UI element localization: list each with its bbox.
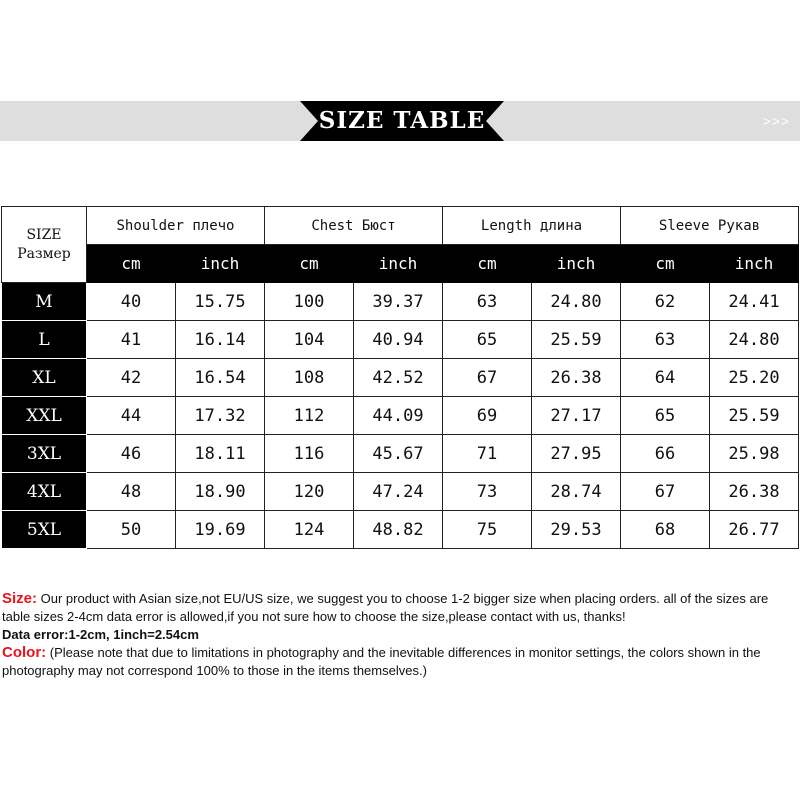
- table-cell: 62: [621, 283, 710, 321]
- table-group-header-row: [2, 207, 799, 245]
- table-cell: 27.95: [532, 435, 621, 473]
- table-cell: 48.82: [354, 511, 443, 549]
- table-row: [2, 511, 799, 549]
- table-cell: 65: [443, 321, 532, 359]
- unit-header: inch: [532, 245, 621, 283]
- table-cell: 25.59: [710, 397, 799, 435]
- table-cell: 26.77: [710, 511, 799, 549]
- table-cell: 16.54: [176, 359, 265, 397]
- group-header-shoulder: Shoulder плечо: [87, 207, 265, 245]
- table-cell: 24.80: [532, 283, 621, 321]
- size-note-text: Our product with Asian size,not EU/US size, we suggest you to choose 1-2 bigger size when placing orders. all of the sizes are table sizes 2-4cm data error is allowed,if you not sure how to choose the size,please contact with us, thanks!: [2, 591, 769, 624]
- corner-label-en: SIZE: [26, 226, 62, 243]
- table-cell: 46: [87, 435, 176, 473]
- table-cell: 112: [265, 397, 354, 435]
- table-cell: 42.52: [354, 359, 443, 397]
- table-unit-header-row: [2, 245, 799, 283]
- table-cell: 65: [621, 397, 710, 435]
- size-label-cell: L: [2, 321, 87, 359]
- color-note: [2, 644, 792, 680]
- size-note: [2, 590, 792, 626]
- size-label-cell: M: [2, 283, 87, 321]
- table-cell: 68: [621, 511, 710, 549]
- table-cell: 63: [443, 283, 532, 321]
- table-cell: 41: [87, 321, 176, 359]
- table-cell: 40: [87, 283, 176, 321]
- table-cell: 44.09: [354, 397, 443, 435]
- table-cell: 64: [621, 359, 710, 397]
- data-error-note: Data error:1-2cm, 1inch=2.54cm: [2, 627, 199, 642]
- table-cell: 16.14: [176, 321, 265, 359]
- table-cell: 18.90: [176, 473, 265, 511]
- table-cell: 39.37: [354, 283, 443, 321]
- banner-arrows: >>>: [762, 113, 790, 129]
- table-cell: 75: [443, 511, 532, 549]
- table-row: [2, 435, 799, 473]
- table-cell: 19.69: [176, 511, 265, 549]
- banner-title: SIZE TABLE: [318, 107, 486, 134]
- table-cell: 47.24: [354, 473, 443, 511]
- size-note-label: Size:: [2, 590, 38, 607]
- unit-header: cm: [621, 245, 710, 283]
- table-cell: 42: [87, 359, 176, 397]
- unit-header: cm: [443, 245, 532, 283]
- group-header-sleeve: Sleeve Рукав: [621, 207, 799, 245]
- table-cell: 116: [265, 435, 354, 473]
- group-header-chest: Chest Бюст: [265, 207, 443, 245]
- table-cell: 104: [265, 321, 354, 359]
- color-note-text: (Please note that due to limitations in photography and the inevitable differences in monitor settings, the colors shown in the photography may not correspond 100% to those in the items themselves.): [2, 645, 761, 678]
- table-cell: 27.17: [532, 397, 621, 435]
- size-label-cell: 3XL: [2, 435, 87, 473]
- corner-label-ru: Размер: [17, 245, 71, 262]
- table-cell: 45.67: [354, 435, 443, 473]
- table-row: [2, 359, 799, 397]
- table-cell: 24.41: [710, 283, 799, 321]
- table-cell: 66: [621, 435, 710, 473]
- table-row: [2, 397, 799, 435]
- table-cell: 50: [87, 511, 176, 549]
- table-cell: 15.75: [176, 283, 265, 321]
- unit-header: inch: [710, 245, 799, 283]
- table-cell: 67: [443, 359, 532, 397]
- table-cell: 48: [87, 473, 176, 511]
- table-cell: 120: [265, 473, 354, 511]
- table-cell: 26.38: [710, 473, 799, 511]
- table-cell: 124: [265, 511, 354, 549]
- table-cell: 69: [443, 397, 532, 435]
- size-label-cell: 4XL: [2, 473, 87, 511]
- size-corner-cell: [2, 207, 87, 283]
- table-row: [2, 321, 799, 359]
- unit-header: cm: [265, 245, 354, 283]
- table-cell: 73: [443, 473, 532, 511]
- table-cell: 25.98: [710, 435, 799, 473]
- table-cell: 26.38: [532, 359, 621, 397]
- size-label-cell: XL: [2, 359, 87, 397]
- unit-header: inch: [354, 245, 443, 283]
- table-cell: 71: [443, 435, 532, 473]
- table-cell: 40.94: [354, 321, 443, 359]
- size-label-cell: 5XL: [2, 511, 87, 549]
- table-cell: 17.32: [176, 397, 265, 435]
- banner-plate: [300, 101, 504, 141]
- table-cell: 29.53: [532, 511, 621, 549]
- notes-section: [2, 590, 792, 680]
- table-cell: 63: [621, 321, 710, 359]
- size-label-cell: XXL: [2, 397, 87, 435]
- table-cell: 100: [265, 283, 354, 321]
- table-cell: 28.74: [532, 473, 621, 511]
- table-cell: 44: [87, 397, 176, 435]
- group-header-length: Length длина: [443, 207, 621, 245]
- unit-header: cm: [87, 245, 176, 283]
- table-row: [2, 473, 799, 511]
- unit-header: inch: [176, 245, 265, 283]
- table-cell: 108: [265, 359, 354, 397]
- table-cell: 25.59: [532, 321, 621, 359]
- color-note-label: Color:: [2, 644, 47, 661]
- size-table: [1, 206, 799, 549]
- table-cell: 25.20: [710, 359, 799, 397]
- table-cell: 67: [621, 473, 710, 511]
- table-row: [2, 283, 799, 321]
- table-cell: 18.11: [176, 435, 265, 473]
- table-cell: 24.80: [710, 321, 799, 359]
